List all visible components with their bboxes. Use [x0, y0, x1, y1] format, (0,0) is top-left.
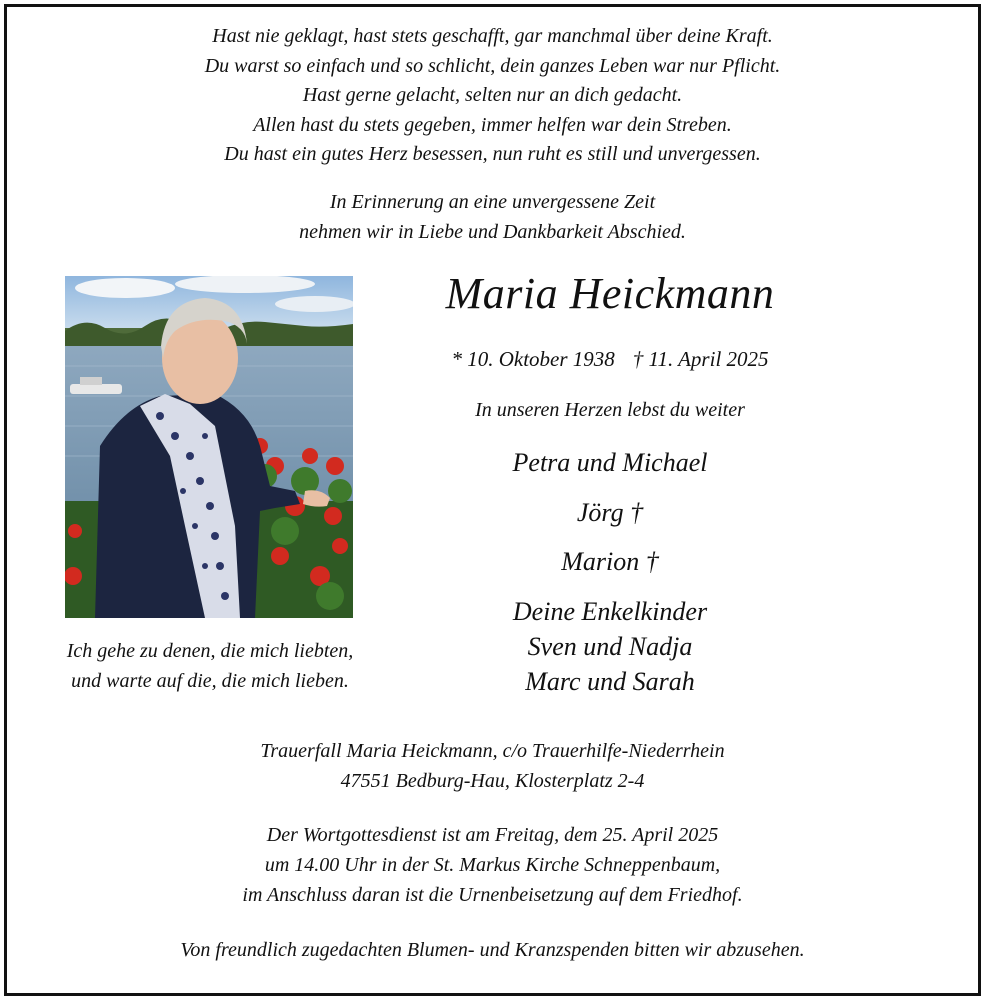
poem-line: Allen hast du stets gegeben, immer helfen war dein Streben.: [253, 113, 732, 136]
quote-line: und warte auf die, die mich lieben.: [71, 670, 349, 692]
poem-line: Hast gerne gelacht, selten nur an dich gedacht.: [302, 84, 683, 106]
poem: [0, 22, 985, 170]
grandchildren-line: Sven und Nadja: [527, 632, 693, 661]
family-line: Jörg †: [576, 498, 644, 527]
family-line: Petra und Michael: [512, 448, 708, 477]
address-line: Trauerfall Maria Heickmann, c/o Trauerhilfe-Niederrhein: [260, 740, 725, 762]
grandchildren-heading: Deine Enkelkinder: [512, 597, 708, 626]
memory-line: In Erinnerung an eine unvergessene Zeit: [329, 191, 656, 213]
memory-text: [0, 188, 985, 247]
grandchildren: [410, 594, 810, 699]
grandchildren-line: Marc und Sarah: [525, 667, 695, 696]
address-line: 47551 Bedburg-Hau, Klosterplatz 2-4: [340, 770, 645, 792]
poem-line: Hast nie geklagt, hast stets geschafft, gar manchmal über deine Kraft.: [212, 25, 773, 47]
herzen-line: In unseren Herzen lebst du weiter: [475, 399, 745, 421]
portrait-illustration: [65, 276, 353, 618]
quote: [20, 636, 400, 696]
service-line: im Anschluss daran ist die Urnenbeisetzung auf dem Friedhof.: [242, 884, 743, 906]
service-line: um 14.00 Uhr in der St. Markus Kirche Schneppenbaum,: [264, 854, 721, 876]
death-date: † 11. April 2025: [632, 347, 769, 371]
flowers-note: Von freundlich zugedachten Blumen- und Kranzspenden bitten wir abzusehen.: [180, 939, 805, 961]
deceased-name: Maria Heickmann: [445, 269, 775, 318]
life-dates: [410, 343, 810, 375]
quote-line: Ich gehe zu denen, die mich liebten,: [66, 640, 354, 662]
poem-line: Du hast ein gutes Herz besessen, nun ruht es still und unvergessen.: [224, 143, 761, 165]
service-info: [0, 820, 985, 910]
poem-line: Du warst so einfach und so schlicht, dein ganzes Leben war nur Pflicht.: [204, 54, 781, 77]
family-line: Marion †: [561, 547, 659, 576]
birth-date: * 10. Oktober 1938: [451, 347, 615, 371]
portrait-photo: [65, 276, 353, 618]
address: [0, 736, 985, 796]
memory-line: nehmen wir in Liebe und Dankbarkeit Abschied.: [299, 220, 686, 243]
service-line: Der Wortgottesdienst ist am Freitag, dem 25. April 2025: [266, 824, 719, 846]
